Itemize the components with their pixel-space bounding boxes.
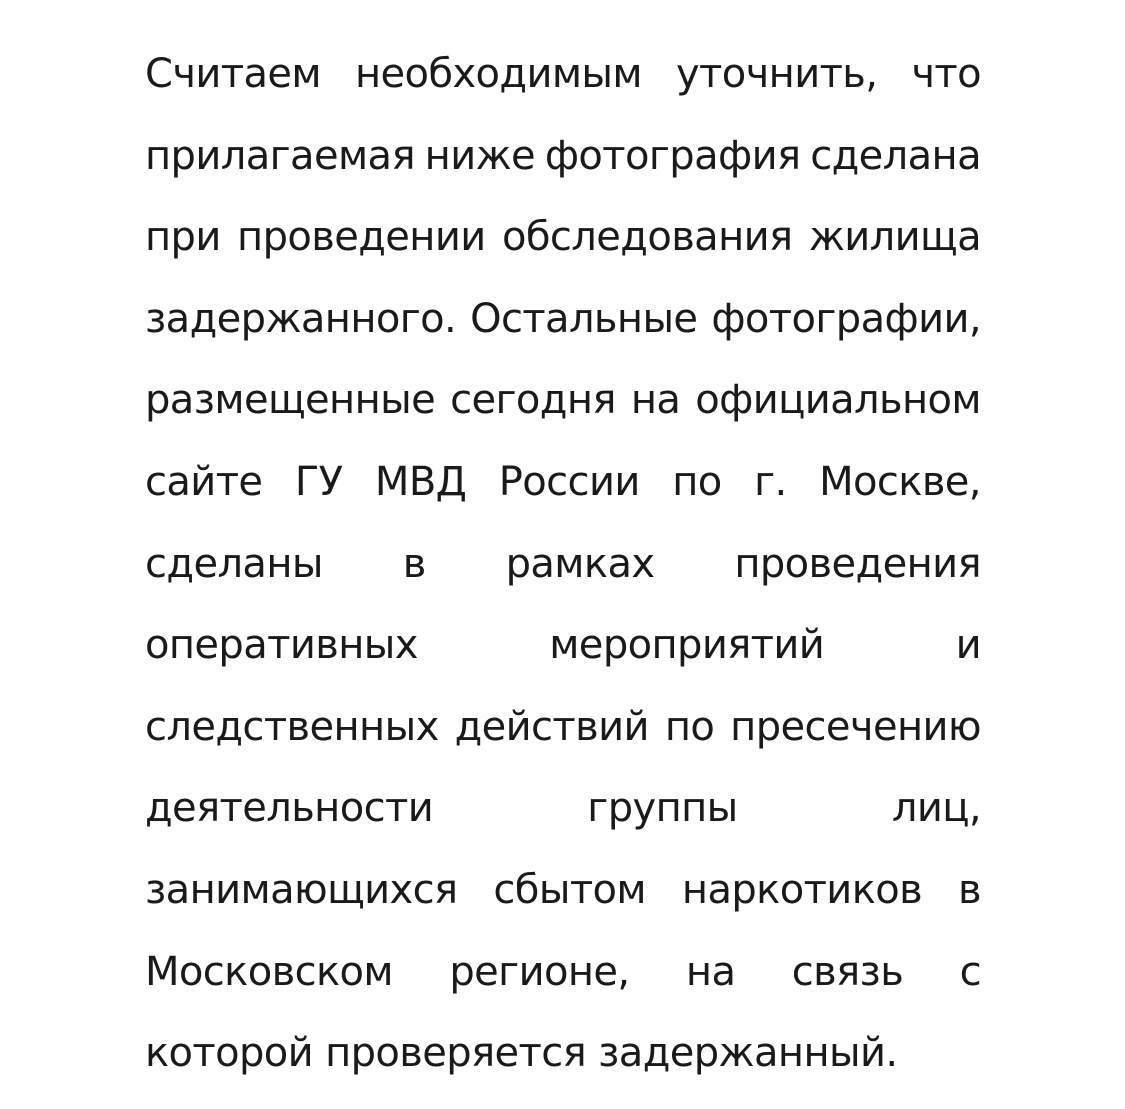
- word: следственных: [145, 703, 439, 750]
- word: г.: [754, 458, 787, 505]
- word: МВД: [374, 458, 467, 505]
- word: сделана: [810, 132, 981, 179]
- word: прилагаемая: [145, 132, 415, 179]
- text-line: [145, 530, 981, 612]
- word: фотографии,: [711, 295, 981, 342]
- text-line: [145, 774, 981, 856]
- text-line: [145, 856, 981, 938]
- word: на: [630, 377, 681, 424]
- word: Москве,: [819, 458, 981, 505]
- word: деятельности: [145, 785, 434, 832]
- word: оперативных: [145, 622, 418, 669]
- word: размещенные: [145, 377, 436, 424]
- word: в: [402, 540, 426, 587]
- word: сбытом: [493, 866, 646, 913]
- text-line: [145, 122, 981, 204]
- word: сегодня: [450, 377, 616, 424]
- word: рамках: [505, 540, 655, 587]
- word: что: [911, 51, 981, 97]
- word: необходимым: [354, 51, 642, 97]
- word: ГУ: [294, 458, 343, 505]
- text-line: [145, 1019, 981, 1101]
- word: уточнить,: [675, 51, 878, 97]
- word: связь: [791, 948, 904, 995]
- word: Московском: [145, 948, 393, 995]
- word: по: [672, 458, 722, 505]
- text-line: [145, 611, 981, 693]
- word: задержанного.: [145, 295, 457, 342]
- word: Считаем: [145, 51, 321, 97]
- word: по: [664, 703, 715, 750]
- word: лиц,: [891, 785, 981, 832]
- text-line: [145, 938, 981, 1020]
- word: действий: [454, 703, 649, 750]
- text-line: [145, 366, 981, 448]
- text-line: [145, 285, 981, 367]
- word: в: [958, 866, 981, 913]
- word: ниже: [424, 132, 536, 179]
- text-line: [145, 203, 981, 285]
- word: официальном: [695, 377, 981, 424]
- word: проверяется: [325, 1030, 587, 1077]
- word: с: [959, 948, 981, 995]
- word: регионе,: [449, 948, 630, 995]
- word: проведения: [734, 540, 981, 587]
- word: задержанный.: [598, 1030, 898, 1077]
- text-line: [145, 693, 981, 775]
- word: жилища: [808, 214, 981, 261]
- paragraph: [145, 40, 981, 1101]
- word: группы: [587, 785, 738, 832]
- text-line: [145, 40, 981, 122]
- word: сайте: [145, 458, 263, 505]
- word: обследования: [501, 214, 793, 261]
- word: мероприятий: [549, 622, 825, 669]
- word: и: [955, 622, 981, 669]
- word: России: [498, 458, 640, 505]
- word: пресечению: [730, 703, 981, 750]
- word: которой: [145, 1030, 314, 1077]
- word: проведении: [237, 214, 486, 261]
- word: сделаны: [145, 540, 323, 587]
- word: наркотиков: [681, 866, 923, 913]
- text-line: [145, 448, 981, 530]
- word: при: [145, 214, 221, 261]
- word: Остальные: [470, 295, 698, 342]
- word: фотография: [544, 132, 801, 179]
- word: на: [685, 948, 736, 995]
- word: занимающихся: [145, 866, 458, 913]
